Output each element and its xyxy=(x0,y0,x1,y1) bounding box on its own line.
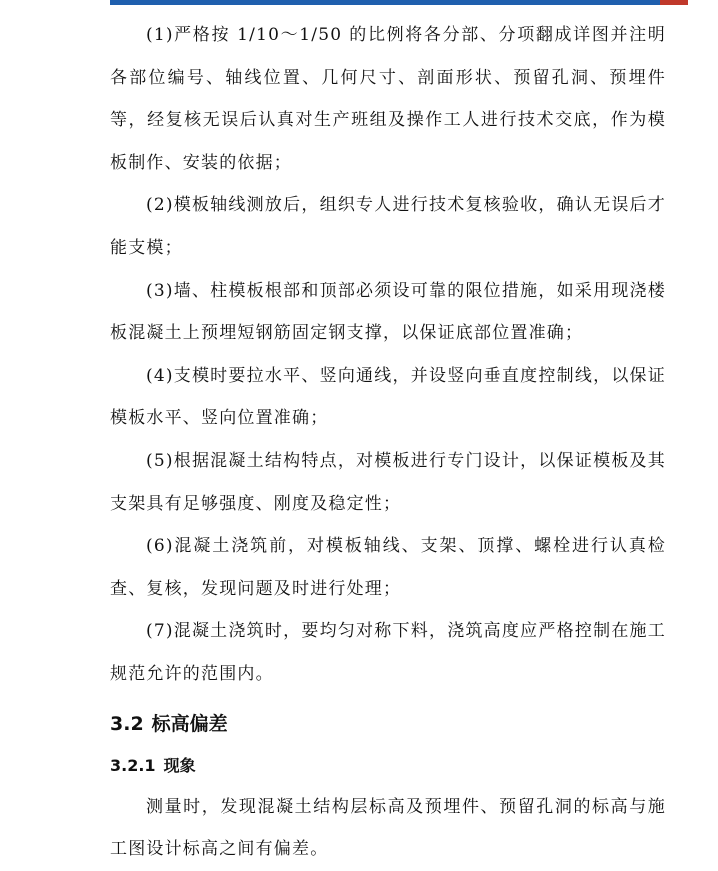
subsection-title: 现象 xyxy=(163,755,196,775)
list-item-1: (1)严格按 1/10～1/50 的比例将各分部、分项翻成详图并注明各部位编号、轴线位置、几何尺寸、剖面形状、预留孔洞、预埋件等，经复核无误后认真对生产班组及操作工人进行技术交底，作为模板制作、安装的依据； xyxy=(110,25,666,173)
subsection-number: 3.2.1 xyxy=(110,755,156,775)
list-item-4: (4)支模时要拉水平、竖向通线，并设竖向垂直度控制线，以保证模板水平、竖向位置准确； xyxy=(110,365,666,429)
list-item-7: (7)混凝土浇筑时，要均匀对称下料，浇筑高度应严格控制在施工规范允许的范围内。 xyxy=(110,621,666,684)
list-item-6: (6)混凝土浇筑前，对模板轴线、支架、顶撑、螺栓进行认真检查、复核，发现问题及时进行处理； xyxy=(110,536,666,599)
section-heading xyxy=(110,702,666,746)
section-title: 标高偏差 xyxy=(151,712,228,735)
page-top-border xyxy=(110,0,688,5)
list-item-3: (3)墙、柱模板根部和顶部必须设可靠的限位措施，如采用现浇楼板混凝土上预埋短钢筋固定钢支撑，以保证底部位置准确； xyxy=(110,280,666,344)
page-top-accent xyxy=(660,0,688,5)
body-paragraph: 测量时，发现混凝土结构层标高及预埋件、预留孔洞的标高与施工图设计标高之间有偏差。 xyxy=(110,796,666,860)
section-number: 3.2 xyxy=(110,712,144,735)
document-page xyxy=(110,14,666,871)
list-item-5: (5)根据混凝土结构特点，对模板进行专门设计，以保证模板及其支架具有足够强度、刚度及稳定性； xyxy=(110,450,666,514)
subsection-heading xyxy=(110,746,666,786)
list-item-2: (2)模板轴线测放后，组织专人进行技术复核验收，确认无误后才能支模； xyxy=(110,195,666,258)
